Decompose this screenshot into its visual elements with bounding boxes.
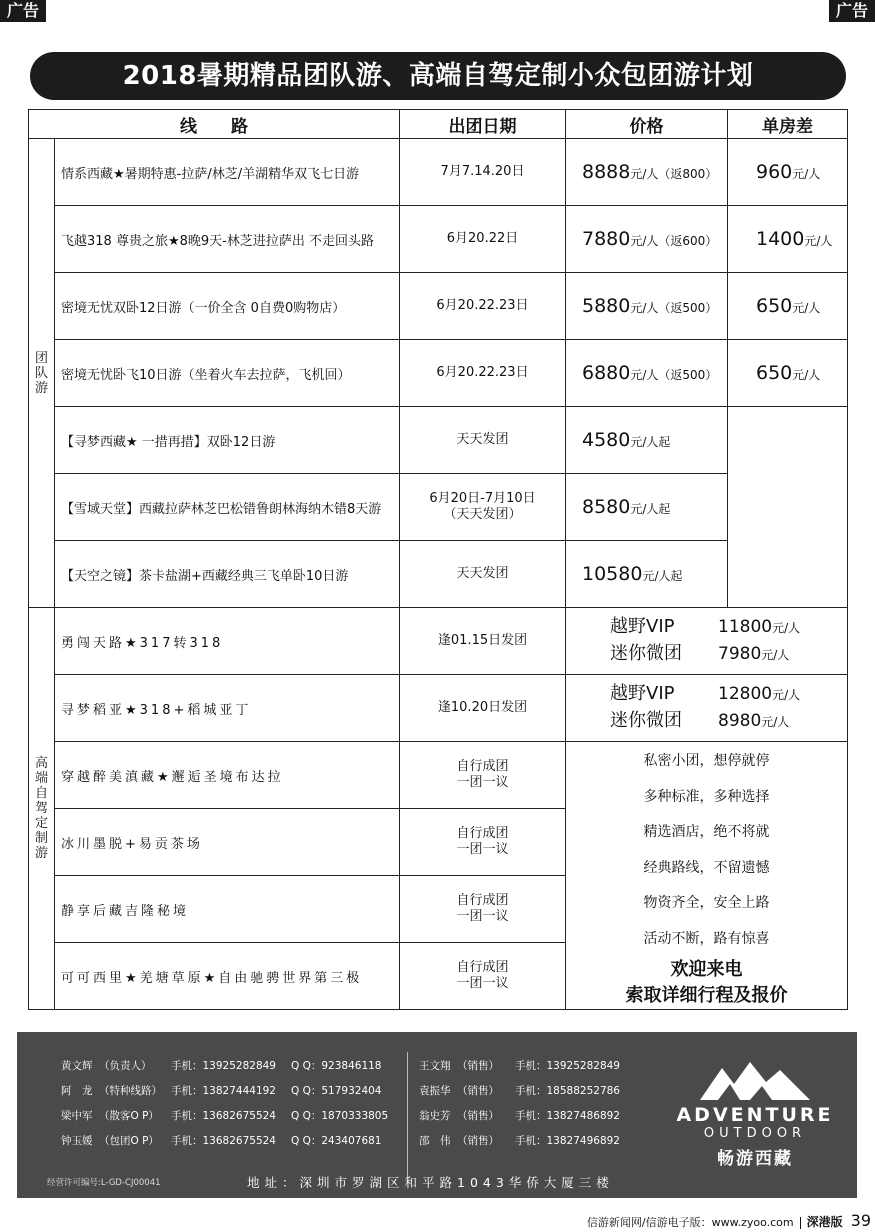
address: 地址：深圳市罗湖区和平路1043华侨大厦三楼 xyxy=(247,1175,614,1190)
route-name: 穿越醉美滇藏★邂逅圣境布达拉 xyxy=(55,742,400,809)
table-row xyxy=(29,206,848,273)
single-supplement-empty xyxy=(728,407,848,608)
contact-row: 翁史芳 （销售） 手机：13827486892 xyxy=(419,1110,620,1122)
website: 信游新闻网/信游电子版：www.zyoo.com xyxy=(586,1216,794,1229)
table-row xyxy=(29,407,848,474)
departure-date: 天天发团 xyxy=(400,407,566,474)
ad-label-right: 广告 xyxy=(829,0,875,22)
table-row xyxy=(29,340,848,407)
category-group: 团队游 xyxy=(29,139,55,608)
mountain-icon xyxy=(700,1062,810,1100)
feature-note: 精选酒店，绝不将就 xyxy=(643,824,770,840)
price: 7880元/人（返600） xyxy=(566,206,728,273)
route-name: 可可西里★羌塘草原★自由驰骋世界第三极 xyxy=(55,943,400,1010)
header-route: 线 路 xyxy=(29,110,400,139)
route-name: 勇闯天路★317转318 xyxy=(55,608,400,675)
route-name: 冰川墨脱+易贡茶场 xyxy=(55,809,400,876)
page-title: 2018暑期精品团队游、高端自驾定制小众包团游计划 xyxy=(30,52,846,100)
price: 8888元/人（返800） xyxy=(566,139,728,206)
departure-date: 6月20.22.23日 xyxy=(400,273,566,340)
feature-note: 活动不断，路有惊喜 xyxy=(643,930,770,947)
itinerary-table xyxy=(28,109,848,1010)
departure-date: 逢10.20日发团 xyxy=(400,675,566,742)
feature-note: 多种标准，多种选择 xyxy=(643,788,770,805)
route-name: 情系西藏★暑期特惠-拉萨/林芝/羊湖精华双飞七日游 xyxy=(55,139,400,206)
departure-date: 6月20日-7月10日 （天天发团） xyxy=(400,474,566,541)
price: 10580元/人起 xyxy=(566,541,728,608)
table-row xyxy=(29,675,848,742)
page-number: 39 xyxy=(850,1211,871,1230)
ad-label-left: 广告 xyxy=(0,0,46,22)
divider xyxy=(407,1052,408,1180)
route-name: 密境无忧卧飞10日游（坐着火车去拉萨，飞机回） xyxy=(55,340,400,407)
contact-row: 黄文辉 （负责人） 手机：13925282849 Q Q：923846118 xyxy=(61,1060,382,1072)
contact-row: 钟玉媛 （包团O P） 手机：13682675524 Q Q：243407681 xyxy=(61,1135,382,1147)
contact-row: 阿 龙 （特种线路） 手机：13827444192 Q Q：517932404 xyxy=(61,1085,382,1097)
departure-date: 自行成团 一团一议 xyxy=(400,943,566,1010)
departure-date: 逢01.15日发团 xyxy=(400,608,566,675)
route-name: 静享后藏吉隆秘境 xyxy=(55,876,400,943)
price: 6880元/人（返500） xyxy=(566,340,728,407)
price-options: 越野VIP 12800元/人 迷你微团 8980元/人 xyxy=(566,675,848,742)
departure-date: 自行成团 一团一议 xyxy=(400,809,566,876)
single-supplement: 650元/人 xyxy=(728,273,848,340)
contact-footer xyxy=(17,1032,857,1198)
route-name: 密境无忧双卧12日游（一价全含 0自费0购物店） xyxy=(55,273,400,340)
header-date: 出团日期 xyxy=(400,110,566,139)
price: 8580元/人起 xyxy=(566,474,728,541)
page-footer xyxy=(587,1212,875,1230)
feature-note: 私密小团，想停就停 xyxy=(643,753,770,769)
table-row xyxy=(29,541,848,608)
contact-row: 邵 伟 （销售） 手机：13827496892 xyxy=(419,1135,620,1147)
table-row xyxy=(29,273,848,340)
table-row xyxy=(29,139,848,206)
contact-row: 王文翔 （销售） 手机：13925282849 xyxy=(419,1060,620,1072)
route-name: 【雪域天堂】西藏拉萨林芝巴松错鲁朗林海纳木错8天游 xyxy=(55,474,400,541)
header-price: 价格 xyxy=(566,110,728,139)
license-number: 经营许可编号:L-GD-CJ00041 xyxy=(47,1178,161,1188)
category-custom: 高端自驾定制游 xyxy=(29,608,55,1010)
route-name: 寻梦稻亚★318+稻城亚丁 xyxy=(55,675,400,742)
departure-date: 自行成团 一团一议 xyxy=(400,742,566,809)
table-row xyxy=(29,608,848,675)
single-supplement: 1400元/人 xyxy=(728,206,848,273)
table-row xyxy=(29,742,848,809)
departure-date: 6月20.22日 xyxy=(400,206,566,273)
contact-row: 袁振华 （销售） 手机：18588252786 xyxy=(419,1085,620,1097)
feature-note: 经典路线，不留遗憾 xyxy=(643,859,770,876)
table-row xyxy=(29,474,848,541)
route-name: 【寻梦西藏★ 一措再措】双卧12日游 xyxy=(55,407,400,474)
call-to-action: 索取详细行程及报价 xyxy=(625,985,788,1006)
single-supplement: 650元/人 xyxy=(728,340,848,407)
route-name: 【天空之镜】茶卡盐湖+西藏经典三飞单卧10日游 xyxy=(55,541,400,608)
contact-row: 梁中军 （散客O P） 手机：13682675524 Q Q：1870333805 xyxy=(61,1110,389,1122)
company-logo: ADVENTURE OUTDOOR 畅游西藏 xyxy=(665,1062,845,1169)
price: 5880元/人（返500） xyxy=(566,273,728,340)
edition: 深港版 xyxy=(806,1215,843,1229)
feature-note: 物资齐全，安全上路 xyxy=(643,895,770,911)
call-to-action: 欢迎来电 xyxy=(670,959,743,980)
price-options: 越野VIP 11800元/人 迷你微团 7980元/人 xyxy=(566,608,848,675)
table-header xyxy=(29,110,848,139)
features-panel xyxy=(566,742,848,1010)
departure-date: 天天发团 xyxy=(400,541,566,608)
route-name: 飞越318 尊贵之旅★8晚9天-林芝进拉萨出 不走回头路 xyxy=(55,206,400,273)
single-supplement: 960元/人 xyxy=(728,139,848,206)
departure-date: 自行成团 一团一议 xyxy=(400,876,566,943)
price: 4580元/人起 xyxy=(566,407,728,474)
departure-date: 7月7.14.20日 xyxy=(400,139,566,206)
header-single: 单房差 xyxy=(728,110,848,139)
departure-date: 6月20.22.23日 xyxy=(400,340,566,407)
